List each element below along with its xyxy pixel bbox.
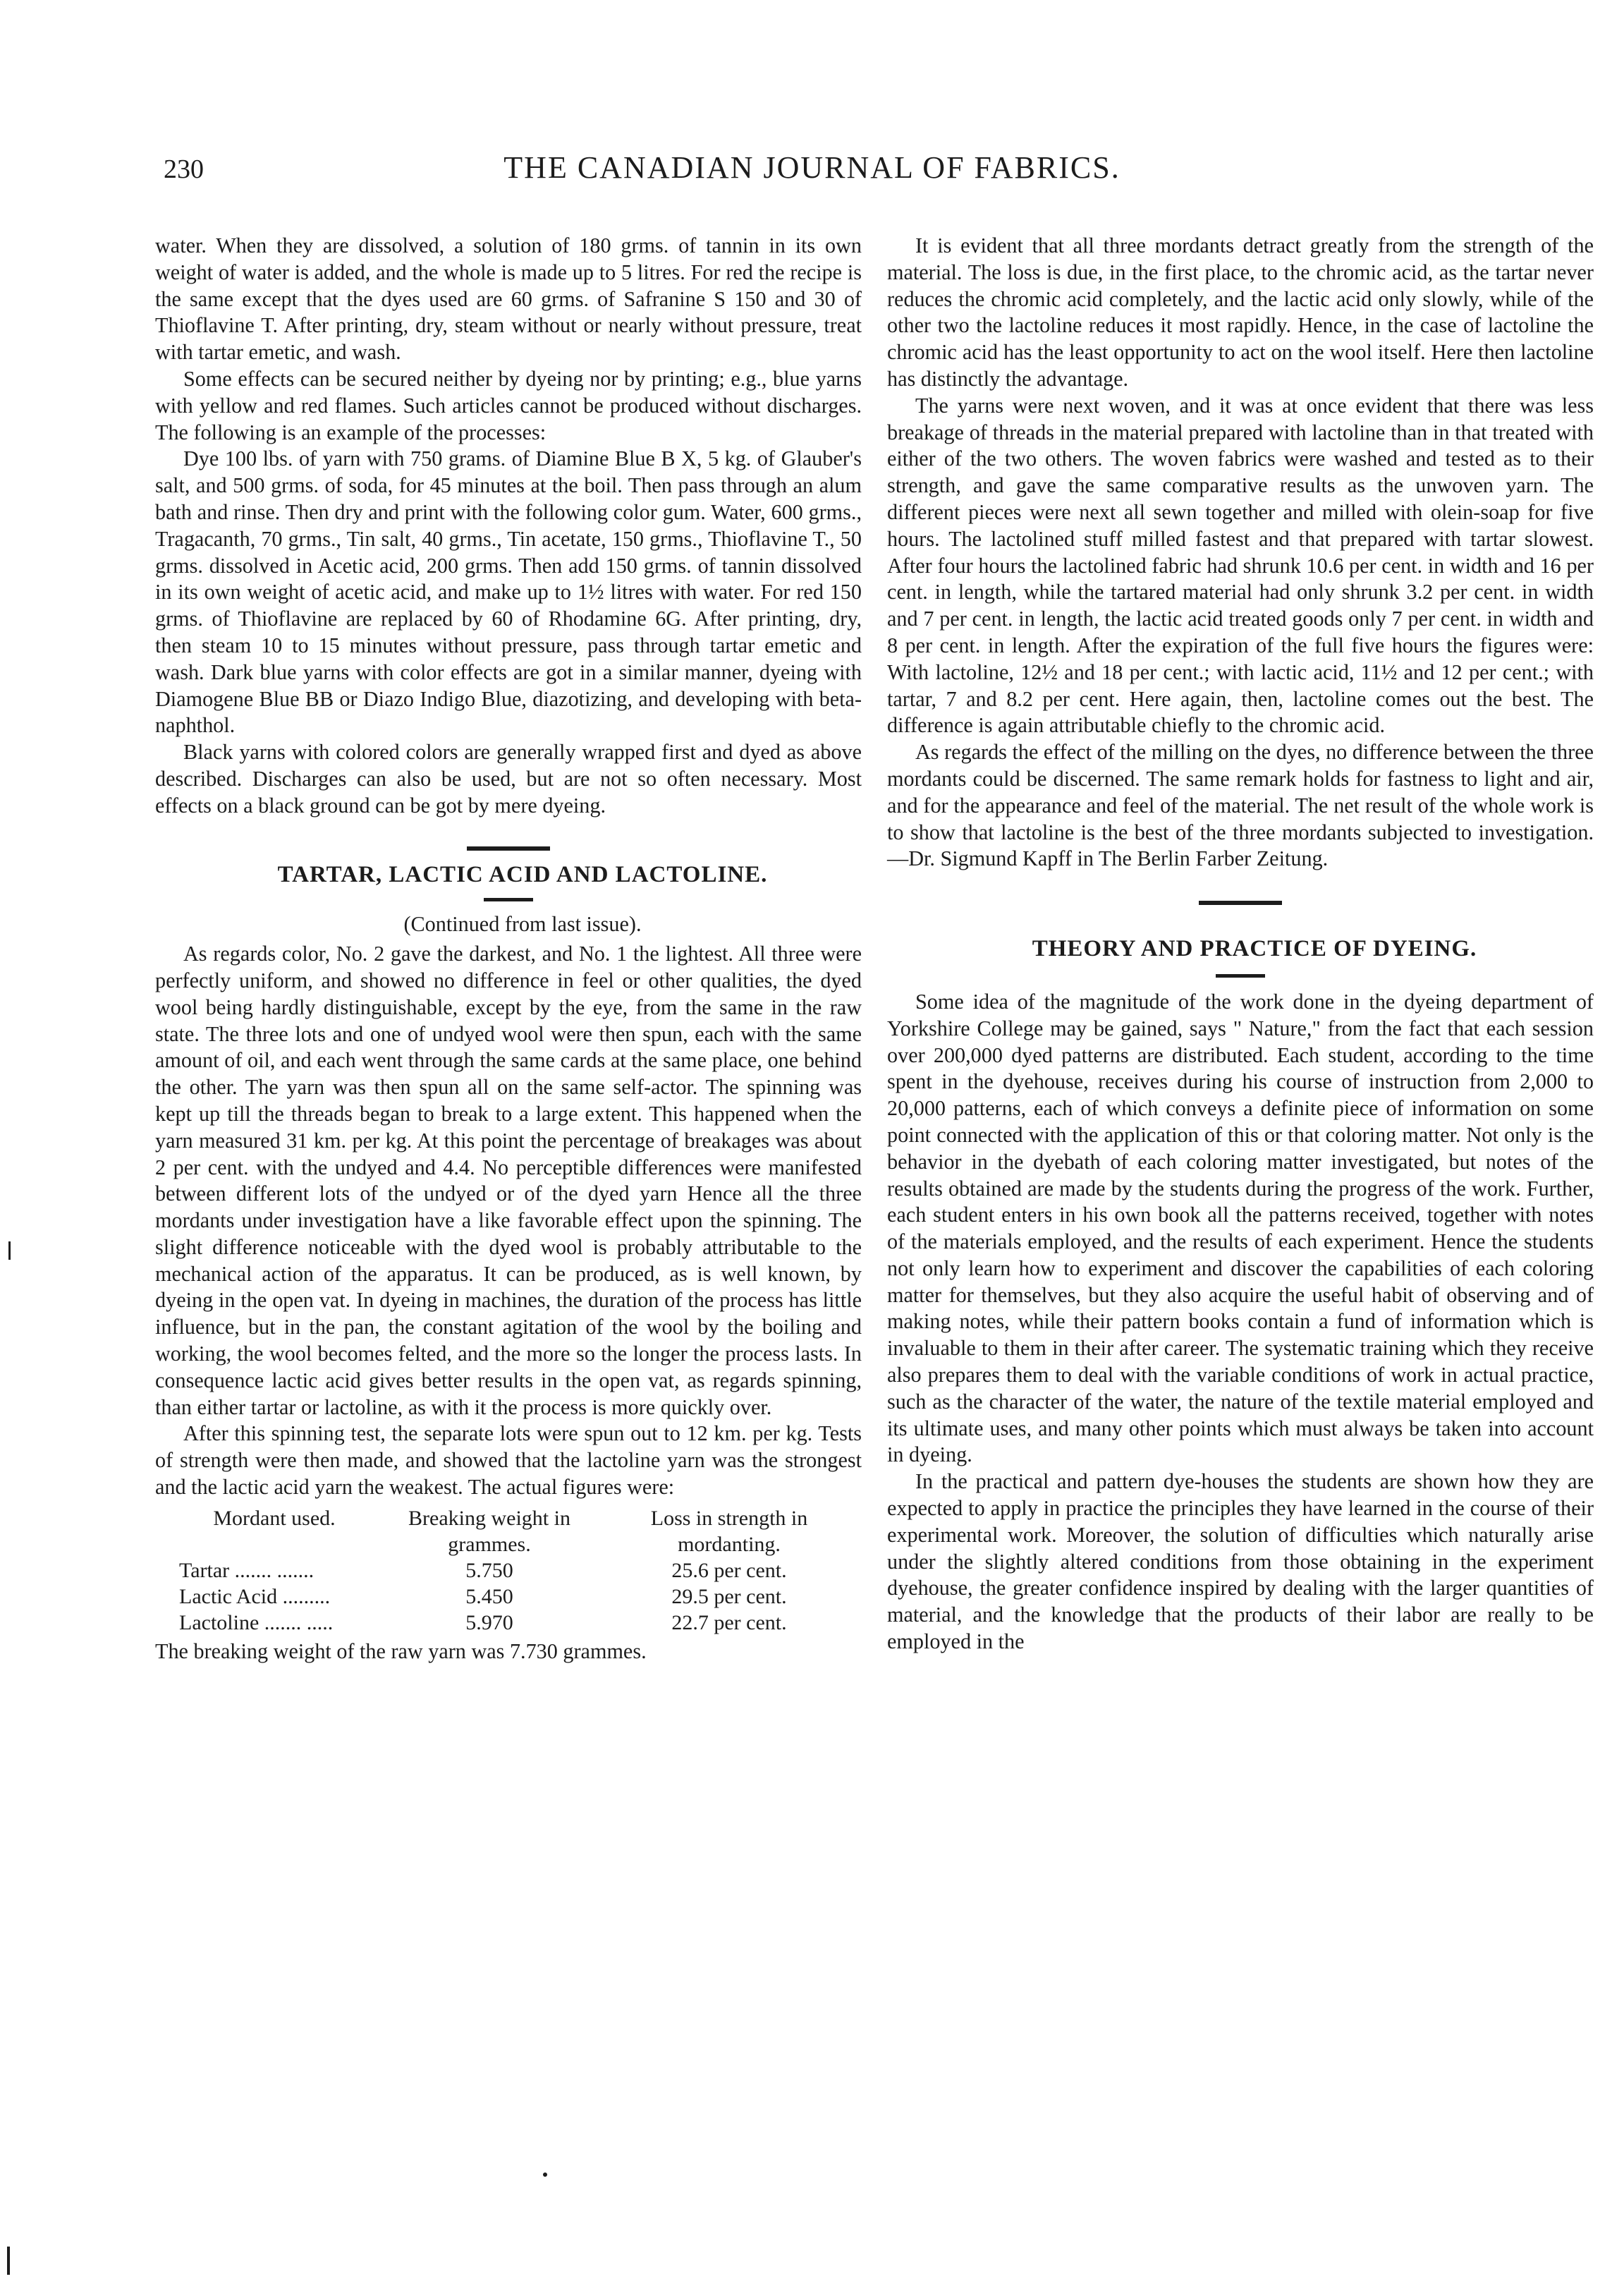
paragraph: The yarns were next woven, and it was at once evident that there was less breakage of threads in the material prepared with lactoline than in that treated with either of the two others. The woven fabrics were washed and tested as to their strength, and gave the same comparative results as the unwoven yarn. The different pieces were next all sewn together and milled with olein-soap for five hours. The lactolined stuff milled fastest and that prepared with tartar slowest. After four hours the lactolined fabric had shrunk 10.6 per cent. in width and 16 per cent. in length, while the tartared material had only shrunk 3.2 per cent. in width and 7 per cent. in length, the lactic acid treated goods only 7 per cent. in width and 8 per cent. in length. After the expiration of the full five hours the figures were: With lactoline, 12½ and 18 per cent.; with lactic acid, 11½ and 12 per cent.; with tartar, 7 and 8.2 per cent. Here again, then, lactoline comes out the best. The difference is again attributable chiefly to the chromic acid. xyxy=(887,393,1594,738)
paragraph: Black yarns with colored colors are generally wrapped first and dyed as above described. Discharges can also be used, but are not so often necessary. Most effects on a black ground can be got by mere dyeing. xyxy=(155,740,862,818)
breaking-weight-table xyxy=(179,1505,849,1636)
paragraph: As regards the effect of the milling on the dyes, no difference between the three mordants could be discerned. The same remark holds for fastness to light and air, and for the appearance and feel of the material. The net result of the whole work is to show that lactoline is the best of the three mordants subjected to investigation.—Dr. Sigmund Kapff in The Berlin Farber Zeitung. xyxy=(887,740,1594,871)
paragraph: The breaking weight of the raw yarn was 7.730 grammes. xyxy=(155,1639,647,1663)
journal-title: THE CANADIAN JOURNAL OF FABRICS. xyxy=(503,150,1121,185)
table-row xyxy=(179,1557,849,1584)
header-loss: Loss in strength in mordanting. xyxy=(650,1506,808,1556)
table-cell: 5.750 xyxy=(465,1558,513,1582)
continued-note: (Continued from last issue). xyxy=(403,912,642,937)
margin-mark xyxy=(7,2247,10,2275)
paragraph: water. When they are dissolved, a solution of 180 grms. of tannin in its own weight of water is added, and the whole is made up to 5 litres. For red the recipe is the same except that the dyes used are 60 grms. of Safranine S 150 and 30 of Thioflavine T. After printing, dry, steam without or nearly without pressure, treat with tartar emetic, and wash. xyxy=(155,233,862,365)
paragraph: As regards color, No. 2 gave the darkest, and No. 1 the lightest. All three were perfectly uniform, and showed no difference in feel or other qualities, the dyed wool being hardly distinguishable, except by the eye, from the same in the raw state. The three lots and one of undyed wool were then spun, each with the same amount of oil, and each went through the same cards at the same place, one behind the other. The yarn was then spun all on the same self-actor. The spinning was kept up till the threads began to break to a large extent. This happened when the yarn measured 31 km. per kg. At this point the percentage of breakages was about 2 per cent. with the undyed and 4.4. No perceptible differences were manifested between different lots of the undyed or of the dyed yarn Hence all the three mordants under investigation have a like favorable effect upon the spinning. The slight difference noticeable with the dyed wool is probably attributable to the mechanical action of the apparatus. It can be produced, as is well known, by dyeing in the open vat. In dyeing in machines, the duration of the process has little influence, but in the pan, the constant agitation of the wool by the boiling and working, the wool becomes felted, and the more so the longer the process lasts. In consequence lactic acid gives better results in the open vat, as regards spinning, than either tartar or lactoline, as with it the process is more quickly over. xyxy=(155,942,862,1419)
paragraph: In the practical and pattern dye-houses the students are shown how they are expected to apply in practice the principles they have learned in the course of their experimental work. Moreover, the solution of difficulties which naturally arise under the slightly altered conditions from those obtaining in the experiment dyehouse, the greater confidence inspired by dealing with the larger quantities of material, and the knowledge that the products of their labor are really to be employed in the xyxy=(887,1469,1594,1654)
header-mordant: Mordant used. xyxy=(213,1506,336,1530)
section-title: THEORY AND PRACTICE OF DYEING. xyxy=(1032,936,1477,962)
header-breaking-weight: Breaking weight in grammes. xyxy=(408,1506,570,1556)
left-column xyxy=(155,233,862,1665)
table-cell: Tartar ....... ....... xyxy=(179,1558,315,1582)
stray-mark xyxy=(543,2172,547,2177)
table-cell: 5.970 xyxy=(465,1610,513,1634)
page-number: 230 xyxy=(164,154,204,184)
table-cell: 29.5 per cent. xyxy=(671,1584,787,1608)
table-cell: 22.7 per cent. xyxy=(671,1610,787,1634)
table-header-row xyxy=(179,1505,849,1557)
table-cell: Lactoline ....... ..... xyxy=(179,1610,334,1634)
margin-mark xyxy=(8,1241,11,1260)
section-title: TARTAR, LACTIC ACID AND LACTOLINE. xyxy=(277,861,768,887)
right-column xyxy=(887,233,1594,1655)
paragraph: It is evident that all three mordants detract greatly from the strength of the material. The loss is due, in the first place, to the chromic acid, as the tartar never reduces the chromic acid completely, and the lactic acid only slowly, while of the other two the lactoline reduces it most rapidly. Hence, in the case of lactoline the chromic acid has the least opportunity to act on the wool itself. Here then lactoline has distinctly the advantage. xyxy=(887,233,1594,391)
paragraph: Dye 100 lbs. of yarn with 750 grams. of Diamine Blue B X, 5 kg. of Glauber's salt, and 500 grms. of soda, for 45 minutes at the boil. Then pass through an alum bath and rinse. Then dry and print with the following color gum. Water, 600 grms., Tragacanth, 70 grms., Tin salt, 40 grms., Tin acetate, 150 grms., Thioflavine T., 50 grms. dissolved in Acetic acid, 200 grms. Then add 150 grms. of tannin dissolved in its own weight of acetic acid, and make up to 1½ litres with water. For red 150 grms. of Thioflavine are replaced by 60 of Rhodamine 6G. After printing, dry, then steam 10 to 15 minutes without pressure, pass through tartar emetic and wash. Dark blue yarns with color effects are got in a similar manner, dyeing with Diamogene Blue BB or Diazo Indigo Blue, diazotizing, and developing with beta-naphthol. xyxy=(155,446,862,738)
table-row xyxy=(179,1584,849,1610)
paragraph: After this spinning test, the separate lots were spun out to 12 km. per kg. Tests of strength were then made, and showed that the lactoline yarn was the strongest and the lactic acid yarn the weakest. The actual figures were: xyxy=(155,1421,862,1500)
table-cell: 5.450 xyxy=(465,1584,513,1608)
table-cell: 25.6 per cent. xyxy=(671,1558,787,1582)
table-cell: Lactic Acid ......... xyxy=(179,1584,331,1608)
table-row xyxy=(179,1610,849,1636)
paragraph: Some effects can be secured neither by dyeing nor by printing; e.g., blue yarns with yellow and red flames. Such articles cannot be produced without discharges. The following is an example of the processes: xyxy=(155,366,862,444)
paragraph: Some idea of the magnitude of the work done in the dyeing department of Yorkshire College may be gained, says " Nature," from the fact that each session over 200,000 dyed patterns are distributed. Each student, according to the time spent in the dyehouse, receives during his course of instruction from 2,000 to 20,000 patterns, each of which conveys a definite piece of information on some point connected with the application of this or that coloring matter. Not only is the behavior in the dyebath of each coloring matter investigated, but notes of the results obtained are made by the students during the progress of the work. Further, each student enters in his own book all the patterns received, together with notes of the materials employed, and the results of each experiment. Hence the students not only learn how to experiment and discover the capabilities of each coloring matter for themselves, but they also acquire the useful habit of observing and of making notes, while their pattern books contain a fund of information which is invaluable to them in their after career. The systematic training which they receive also prepares them to deal with the variable conditions of work in actual practice, such as the character of the water, the nature of the textile material employed and its ultimate uses, and many other points which must always be taken into account in dyeing. xyxy=(887,989,1594,1467)
